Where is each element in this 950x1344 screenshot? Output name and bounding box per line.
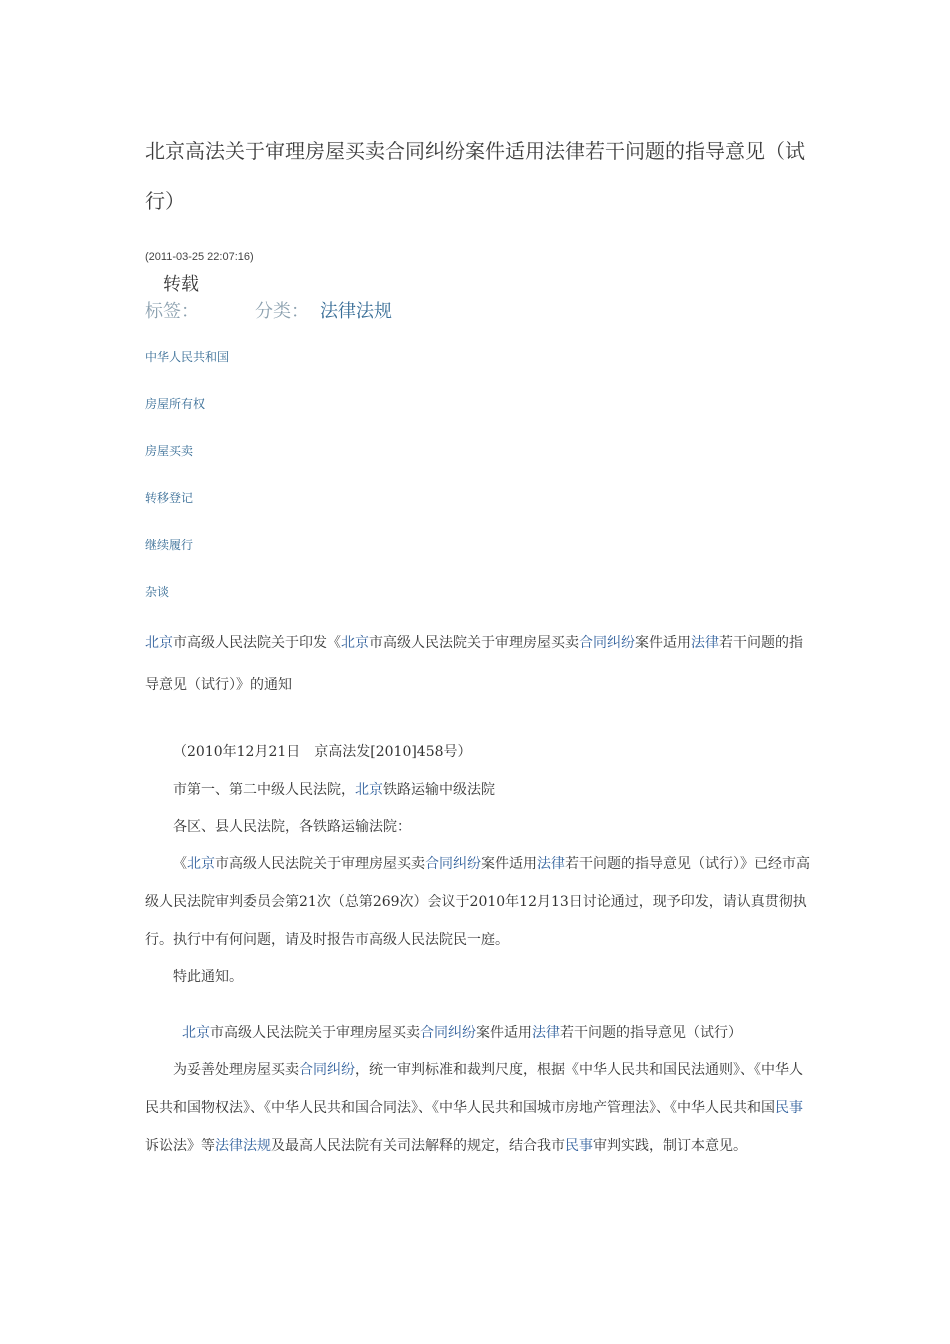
segment[interactable]: 合同纠纷 bbox=[420, 1025, 476, 1041]
segment: 及最高人民法院有关司法解释的规定，结合我市 bbox=[271, 1138, 565, 1154]
tags-label: 标签： bbox=[145, 301, 199, 322]
tag-category-line bbox=[145, 297, 392, 323]
segment: 《 bbox=[173, 856, 187, 872]
segment[interactable]: 北京 bbox=[187, 856, 215, 872]
segment: 市第一、第二中级人民法院， bbox=[173, 782, 355, 798]
segment[interactable]: 北京 bbox=[182, 1025, 210, 1041]
segment: 审判实践，制订本意见。 bbox=[593, 1138, 747, 1154]
segment[interactable]: 合同纠纷 bbox=[579, 635, 635, 651]
segment: 市高级人民法院关于审理房屋买卖 bbox=[210, 1025, 420, 1041]
opinion-title bbox=[182, 1022, 742, 1042]
segment: 诉讼法》等 bbox=[145, 1138, 215, 1154]
notice-closing: 特此通知。 bbox=[173, 969, 243, 985]
segment: 市高级人民法院关于审理房屋买卖 bbox=[215, 856, 425, 872]
segment: 若干问题的指导意见（试行） bbox=[560, 1025, 742, 1041]
tag-link[interactable]: 杂谈 bbox=[145, 585, 170, 599]
reprint-label: 转载 bbox=[163, 274, 199, 295]
segment[interactable]: 民事 bbox=[565, 1138, 593, 1154]
tag-link[interactable]: 转移登记 bbox=[145, 491, 194, 505]
category-link[interactable]: 法律法规 bbox=[320, 301, 392, 322]
segment: 案件适用 bbox=[476, 1025, 532, 1041]
segment[interactable]: 北京 bbox=[341, 635, 369, 651]
opinion-intro bbox=[145, 1051, 810, 1165]
segment: 为妥善处理房屋买卖 bbox=[173, 1062, 299, 1078]
notice-heading bbox=[145, 622, 810, 706]
tag-link[interactable]: 房屋所有权 bbox=[145, 397, 206, 411]
segment: 案件适用 bbox=[481, 856, 537, 872]
page-title: 北京高法关于审理房屋买卖合同纠纷案件适用法律若干问题的指导意见（试行） bbox=[145, 139, 805, 213]
addressee-line-1 bbox=[173, 779, 495, 799]
segment[interactable]: 北京 bbox=[355, 782, 383, 798]
segment: ，统一审判标准和裁判尺度，根据《中华人民共和国民法通则》、《中华人民共和国物权法》、《中华人民共和国合同法》、《中华人民共和国城市房地产管理法》、《中华人民共和国 bbox=[145, 1062, 803, 1116]
segment[interactable]: 合同纠纷 bbox=[425, 856, 481, 872]
segment[interactable]: 法律 bbox=[532, 1025, 560, 1041]
tag-link[interactable]: 中华人民共和国 bbox=[145, 350, 230, 364]
segment[interactable]: 北京 bbox=[145, 635, 173, 651]
post-date: (2011-03-25 22:07:16) bbox=[145, 251, 254, 263]
segment[interactable]: 法律 bbox=[537, 856, 565, 872]
notice-date-line: （2010年12月21日 京高法发[2010]458号） bbox=[173, 744, 472, 760]
segment: 铁路运输中级法院 bbox=[383, 782, 495, 798]
segment: 案件适用 bbox=[635, 635, 691, 651]
segment: 市高级人民法院关于审理房屋买卖 bbox=[369, 635, 579, 651]
segment[interactable]: 民事 bbox=[775, 1100, 803, 1116]
notice-body bbox=[145, 845, 810, 959]
segment[interactable]: 合同纠纷 bbox=[299, 1062, 355, 1078]
segment: 若干问题的指导意见（试行）》已经市高级人民法院审判委员会第21次（总第269次）会议于2010年12月13日讨论通过，现予印发，请认真贯彻执行。执行中有何问题，请及时报告市高级人民法院民一庭。 bbox=[145, 856, 810, 948]
category-label: 分类： bbox=[255, 301, 309, 322]
segment: 市高级人民法院关于印发《 bbox=[173, 635, 341, 651]
addressee-line-2: 各区、县人民法院，各铁路运输法院： bbox=[173, 819, 411, 835]
segment[interactable]: 法律法规 bbox=[215, 1138, 271, 1154]
tag-link[interactable]: 房屋买卖 bbox=[145, 444, 194, 458]
segment: 若干问题的指导意见（试行）》的通知 bbox=[145, 635, 803, 693]
segment[interactable]: 法律 bbox=[691, 635, 719, 651]
tag-link[interactable]: 继续履行 bbox=[145, 538, 194, 552]
